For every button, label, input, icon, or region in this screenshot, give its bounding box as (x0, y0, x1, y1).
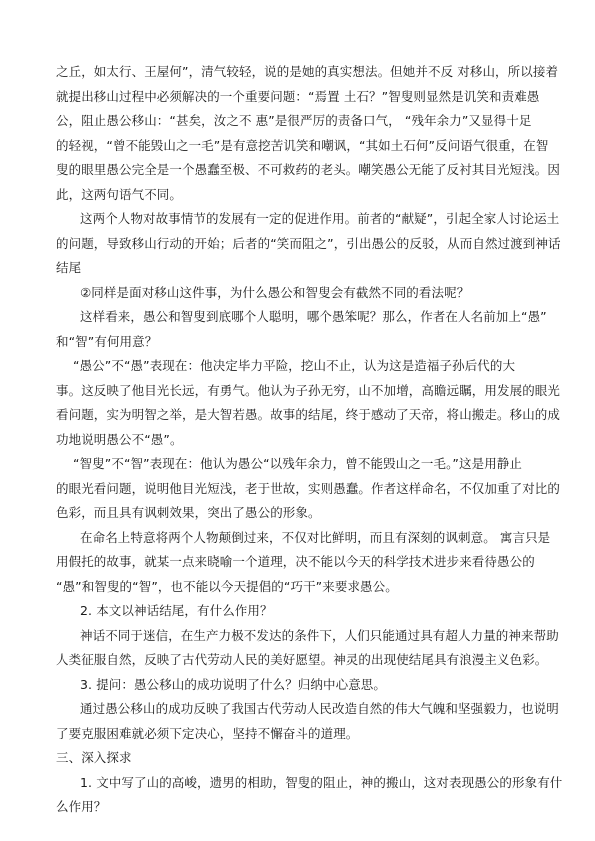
text-line: 这两个人物对故事情节的发展有一定的促进作用。前者的“献疑”，引起全家人讨论运土 (80, 211, 560, 226)
text-line: ②同样是面对移山这件事，为什么愚公和智叟会有截然不同的看法呢？ (80, 285, 470, 300)
text-line: 神话不同于迷信，在生产力极不发达的条件下，人们只能通过具有超人力量的神来帮助 (80, 628, 559, 643)
text-line: 功地说明愚公不“愚”。 (56, 432, 183, 447)
text-line: 看问题，实为明智之举，是大智若愚。故事的结尾，终于感动了天帝，将山搬走。移山的成 (56, 407, 561, 422)
text-line: 此，这两句语气不同。 (56, 187, 183, 202)
section-heading: 三、深入探求 (56, 750, 132, 765)
text-line: 结尾 (56, 260, 82, 275)
text-line: 的问题，导致移山行动的开始；后者的“笑而阻之”，引出愚公的反驳，从而自然过渡到神话 (56, 236, 561, 251)
text-line: 2. 本文以神话结尾，有什么作用？ (80, 603, 273, 618)
text-line: 3. 提问：愚公移山的成功说明了什么？归纳中心意思。 (80, 677, 387, 692)
text-line: “愚”和智叟的“智”，也不能以今天提倡的“巧干”来要求愚公。 (56, 579, 398, 594)
text-line: 用假托的故事，就某一点来晓喻一个道理，决不能以今天的科学技术进步来看待愚公的 (56, 554, 535, 569)
text-line: 在命名上特意将两个人物颠倒过来，不仅对比鲜明，而且有深刻的讽刺意。 寓言只是 (80, 530, 551, 545)
text-line: 就提出移山过程中必须解决的一个重要问题：“焉置 土石？”智叟则显然是讥笑和责难愚 (56, 89, 540, 104)
text-line: 和“智”有何用意？ (56, 334, 158, 349)
text-line: 通过愚公移山的成功反映了我国古代劳动人民改造自然的伟大气魄和坚强毅力，也说明 (80, 701, 559, 716)
text-line: “愚公”不“愚”表现在：他决定毕力平险，挖山不止，认为这是造福子孙后代的大 (73, 358, 516, 373)
text-line: 人类征服自然，反映了古代劳动人民的美好愿望。神灵的出现使结尾具有浪漫主义色彩。 (56, 652, 548, 667)
text-line: 公，阻止愚公移山：“甚矣，汝之不 惠”是很严厉的责备口气， “残年余力”又显得十足 (56, 113, 532, 128)
text-line: 之丘，如太行、王屋何”，清气较轻，说的是她的真实想法。但她并不反 对移山，所以接着 (56, 64, 559, 79)
text-line: 事。这反映了他目光长远，有勇气。他认为子孙无穷，山不加增，高瞻远瞩，用发展的眼光 (56, 383, 561, 398)
text-line: 了要克服困难就必须下定决心，坚持不懈奋斗的道理。 (56, 726, 359, 741)
text-line: 这样看来，愚公和智叟到底哪个人聪明，哪个愚笨呢？那么，作者在人名前加上“愚” (80, 309, 547, 324)
text-line: 的眼光看问题，说明他目光短浅，老于世故，实则愚蠢。作者这样命名，不仅加重了对比的 (56, 481, 561, 496)
text-line: 么作用？ (56, 799, 107, 814)
text-line: 的轻视，“曾不能毁山之一毛”是有意挖苦讥笑和嘲讽，“其如土石何”反问语气很重，在智 (56, 138, 549, 153)
text-line: 色彩，而且具有讽刺效果，突出了愚公的形象。 (56, 505, 321, 520)
text-line: 叟的眼里愚公完全是一个愚蠢至极、不可救药的老头。嘲笑愚公无能了反衬其目光短浅。因 (56, 162, 561, 177)
text-line: “智叟”不“智”表现在：他认为愚公“以残年余力，曾不能毁山之一毛。”这是用静止 (73, 456, 523, 471)
text-line: 1. 文中写了山的高峻，遗男的相助，智叟的阻止，神的搬山，这对表现愚公的形象有什 (80, 775, 563, 790)
